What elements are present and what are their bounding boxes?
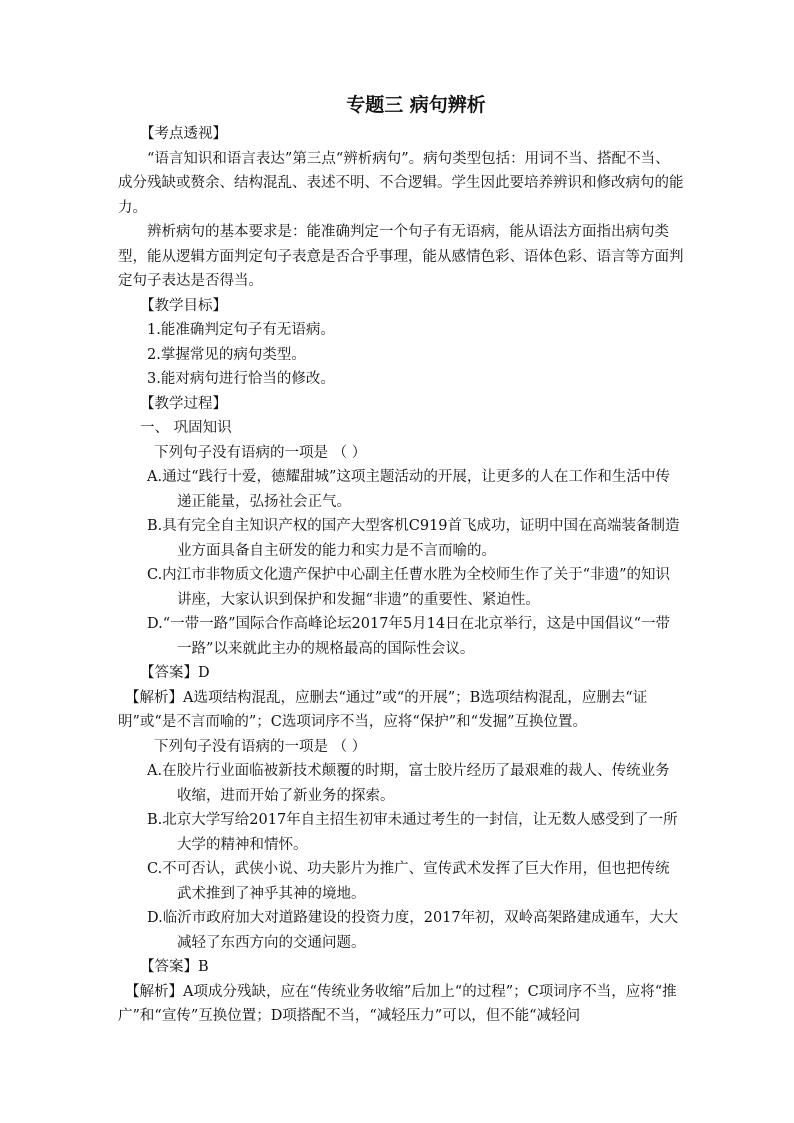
question-option: B.北京大学写给2017年自主招生初审未通过考生的一封信，让无数人感受到了一所大学的精神和情怀。 [147, 812, 678, 853]
analysis-paragraph: 【解析】A项成分残缺，应在“传统业务收缩”后加上“的过程”；C项词序不当，应将“推广”和“宣传”互换位置；D项搭配不当，“减轻压力”可以，但不能“减轻问 [118, 983, 677, 1024]
goal-item: 2.掌握常见的病句类型。 [147, 346, 306, 363]
question-option: C.不可否认，武侠小说、功夫影片为推广、宣传武术发挥了巨大作用，但也把传统武术推到了神乎其神的境地。 [147, 861, 670, 902]
question-stem: 下列句子没有语病的一项是 （ ） [154, 738, 367, 755]
question-option: A.在胶片行业面临被新技术颠覆的时期，富士胶片经历了最艰难的裁人、传统业务收缩，进而开始了新业务的探索。 [147, 763, 670, 804]
goal-item: 3.能对病句进行恰当的修改。 [147, 371, 335, 387]
section-label-guocheng: 【教学过程】 [140, 395, 227, 412]
answer-line: 【答案】D [140, 665, 210, 681]
question-option: A.通过“践行十爱，德耀甜城”这项主题活动的开展，让更多的人在工作和生活中传递正能量，弘扬社会正气。 [147, 469, 670, 510]
page-title: 专题三 病句辨析 [346, 94, 486, 116]
question-option: C.内江市非物质文化遗产保护中心副主任曹水胜为全校师生作了关于“非遗”的知识讲座，大家认识到保护和发掘“非遗”的重要性、紧迫性。 [147, 567, 671, 608]
question-option: D.“一带一路”国际合作高峰论坛2017年5月14日在北京举行，这是中国倡议“一带一路”以来就此主办的规格最高的国际性会议。 [147, 616, 671, 657]
part-heading: 一、 巩固知识 [140, 420, 232, 436]
question-option: D.临沂市政府加大对道路建设的投资力度，2017年初，双岭高架路建成通车，大大减轻了东西方向的交通问题。 [147, 910, 679, 951]
analysis-paragraph: 【解析】A选项结构混乱，应删去“通过”或“的开展”；B选项结构混乱，应删去“证明”或“是不言而喻的”；C选项词序不当，应将“保护”和“发掘”互换位置。 [118, 689, 648, 730]
section-label-mubiao: 【教学目标】 [140, 297, 227, 314]
answer-line: 【答案】B [140, 959, 209, 975]
paragraph-kaodian-1: “语言知识和语言表达”第三点“辨析病句”。病句类型包括：用词不当、搭配不当、成分残缺或赘余、结构混乱、表述不明、不合逻辑。学生因此要培养辨识和修改病句的能力。 [118, 150, 684, 216]
section-label-kaodian: 【考点透视】 [140, 126, 227, 142]
question-option: B.具有完全自主知识产权的国产大型客机C919首飞成功，证明中国在高端装备制造业方面具备自主研发的能力和实力是不言而喻的。 [147, 518, 680, 559]
goal-item: 1.能准确判定句子有无语病。 [147, 322, 335, 338]
paragraph-kaodian-2: 辨析病句的基本要求是：能准确判定一个句子有无语病，能从语法方面指出病句类型，能从逻辑方面判定句子表意是否合乎事理，能从感情色彩、语体色彩、语言等方面判定句子表达是否得当。 [118, 224, 684, 289]
question-stem: 下列句子没有语病的一项是 （ ） [154, 444, 367, 461]
document-page [118, 88, 684, 1029]
